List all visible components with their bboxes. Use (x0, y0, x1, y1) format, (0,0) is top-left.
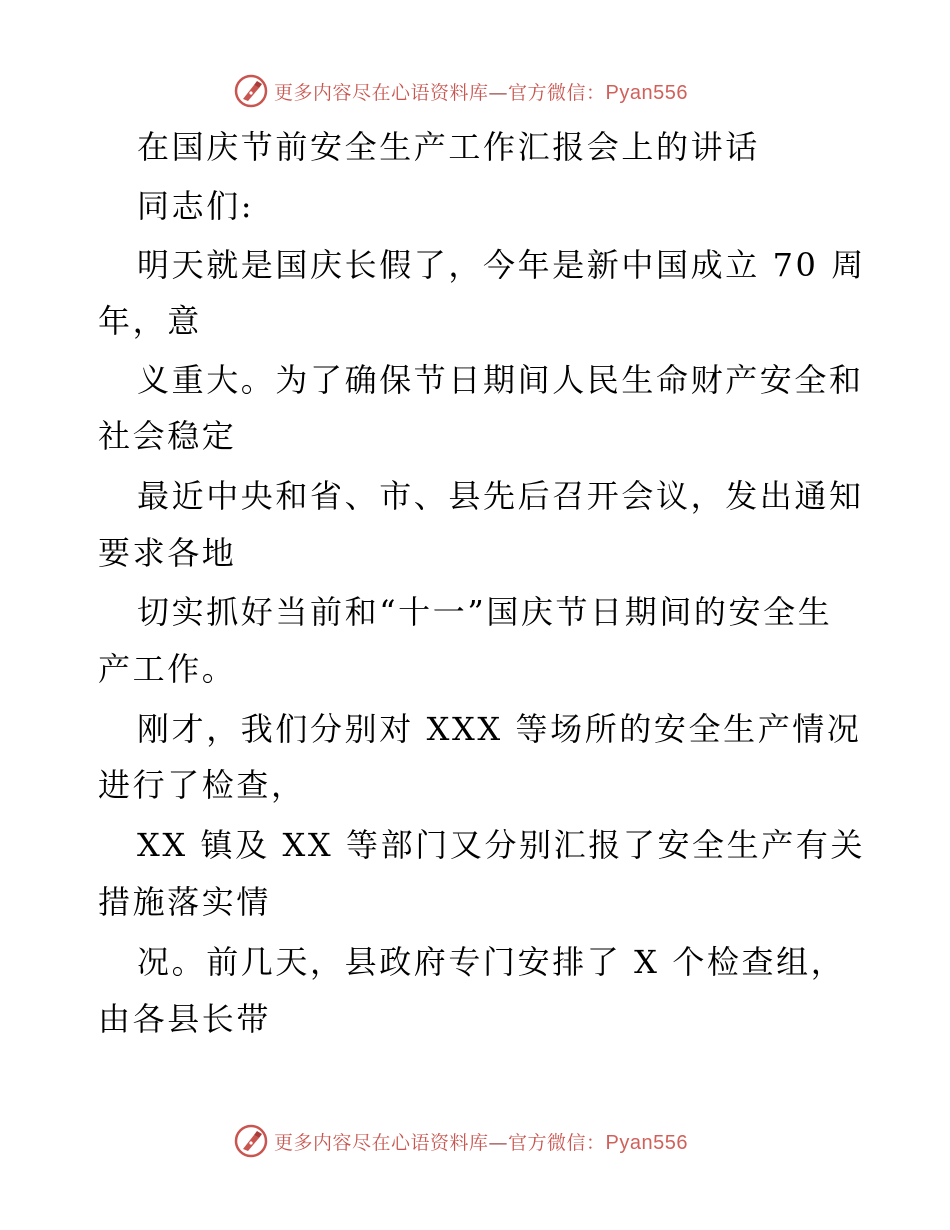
paragraph-line: 切实抓好当前和“十一”国庆节日期间的安全生 (137, 593, 833, 631)
paragraph-line: 进行了检查， (98, 766, 306, 804)
watermark-text: 更多内容尽在心语资料库—官方微信：Pyan556 (274, 81, 688, 104)
salutation: 同志们: (137, 187, 255, 225)
paragraph-line: XX 镇及 XX 等部门又分别汇报了安全生产有关 (137, 826, 866, 864)
paragraph-line: 年，意 (98, 302, 202, 340)
paragraph-line: 义重大。为了确保节日期间人民生命财产安全和 (137, 361, 864, 399)
paragraph-line: 最近中央和省、市、县先后召开会议，发出通知 (137, 477, 864, 515)
watermark-text: 更多内容尽在心语资料库—官方微信：Pyan556 (274, 1131, 688, 1154)
paragraph-line: 由各县长带 (98, 1000, 272, 1038)
paragraph-line: 况。前几天，县政府专门安排了 X 个检查组， (137, 943, 846, 981)
paragraph-line: 要求各地 (98, 534, 237, 572)
watermark-banner-top (234, 73, 688, 109)
pen-nib-logo-icon (234, 74, 268, 108)
document-title: 在国庆节前安全生产工作汇报会上的讲话 (137, 128, 760, 166)
paragraph-line: 措施落实情 (98, 883, 272, 921)
watermark-banner-bottom (234, 1123, 688, 1159)
pen-nib-logo-icon (234, 1124, 268, 1158)
paragraph-line: 产工作。 (98, 650, 237, 688)
paragraph-line: 明天就是国庆长假了，今年是新中国成立 70 周 (137, 246, 866, 284)
paragraph-line: 刚才，我们分别对 XXX 等场所的安全生产情况 (137, 710, 862, 748)
paragraph-line: 社会稳定 (98, 417, 237, 455)
